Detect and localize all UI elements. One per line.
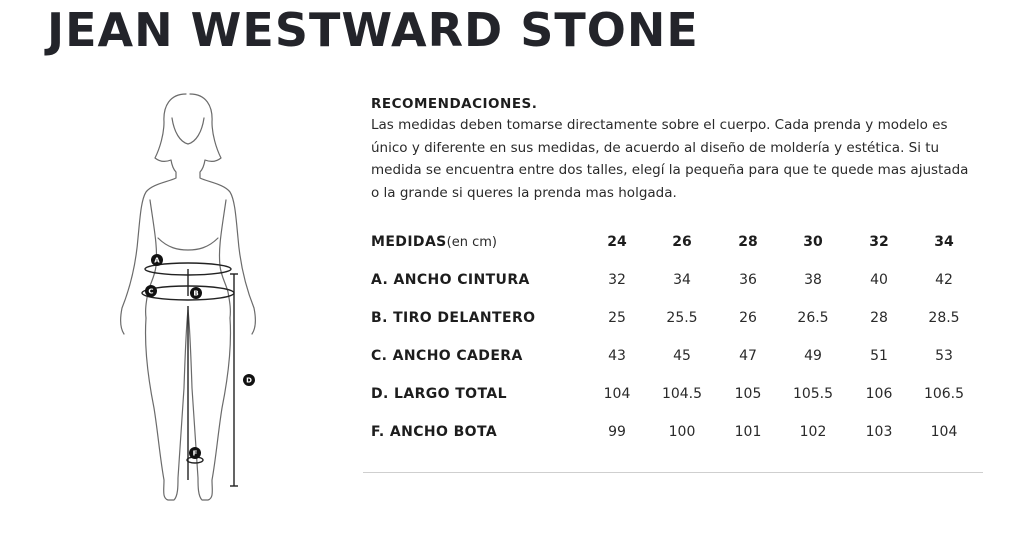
header-unit: (en cm) [446, 235, 497, 250]
table-cell: 104 [603, 386, 631, 402]
table-cell: 43 [608, 348, 626, 364]
table-row [371, 414, 983, 452]
divider [363, 472, 983, 473]
table-cell: 104 [930, 424, 958, 440]
table-row [371, 338, 983, 376]
row-label: B. TIRO DELANTERO [371, 310, 536, 326]
table-cell: 34 [673, 272, 691, 288]
size-header: 32 [869, 234, 889, 250]
size-header: 34 [934, 234, 954, 250]
table-cell: 36 [739, 272, 757, 288]
marker-c: C [148, 287, 154, 296]
page-title: JEAN WESTWARD STONE [47, 3, 699, 57]
recommendations-section [371, 94, 971, 204]
recommendations-title: RECOMENDACIONES. [371, 96, 538, 112]
table-cell: 49 [804, 348, 822, 364]
table-cell: 106 [865, 386, 893, 402]
marker-a: A [154, 256, 160, 265]
table-cell: 51 [870, 348, 888, 364]
table-cell: 105.5 [792, 386, 834, 402]
table-cell: 42 [935, 272, 953, 288]
header-label: MEDIDAS(en cm) [371, 234, 497, 250]
row-label: A. ANCHO CINTURA [371, 272, 530, 288]
size-table-header [371, 224, 983, 262]
table-cell: 45 [673, 348, 691, 364]
body-measurement-figure [108, 88, 268, 508]
table-cell: 100 [668, 424, 696, 440]
table-cell: 26.5 [797, 310, 829, 326]
table-cell: 32 [608, 272, 626, 288]
table-cell: 99 [608, 424, 626, 440]
table-cell: 101 [734, 424, 762, 440]
size-table [371, 224, 983, 452]
table-cell: 102 [799, 424, 827, 440]
size-header: 30 [803, 234, 823, 250]
table-cell: 103 [865, 424, 893, 440]
recommendations-text: Las medidas deben tomarse directamente sobre el cuerpo. Cada prenda y modelo es único y diferente en sus medidas, de acuerdo al diseño de moldería y estética. Si tu medida se encuentra entre dos talles, elegí la pequeña para que te quede mas ajustada o la grande si queres la prenda mas holgada. [371, 117, 969, 201]
table-cell: 106.5 [923, 386, 965, 402]
size-header: 26 [672, 234, 692, 250]
table-cell: 28.5 [928, 310, 960, 326]
table-cell: 28 [870, 310, 888, 326]
table-row [371, 262, 983, 300]
marker-d: D [246, 376, 252, 385]
size-header: 28 [738, 234, 758, 250]
table-cell: 47 [739, 348, 757, 364]
table-cell: 25 [608, 310, 626, 326]
marker-f: F [192, 449, 198, 458]
table-cell: 38 [804, 272, 822, 288]
table-cell: 104.5 [661, 386, 703, 402]
marker-b: B [193, 289, 199, 298]
table-row [371, 376, 983, 414]
row-label: D. LARGO TOTAL [371, 386, 507, 402]
table-cell: 26 [739, 310, 757, 326]
table-cell: 105 [734, 386, 762, 402]
row-label: F. ANCHO BOTA [371, 424, 498, 440]
row-label: C. ANCHO CADERA [371, 348, 523, 364]
table-cell: 40 [870, 272, 888, 288]
table-cell: 25.5 [666, 310, 698, 326]
table-cell: 53 [935, 348, 953, 364]
table-row [371, 300, 983, 338]
size-header: 24 [607, 234, 627, 250]
